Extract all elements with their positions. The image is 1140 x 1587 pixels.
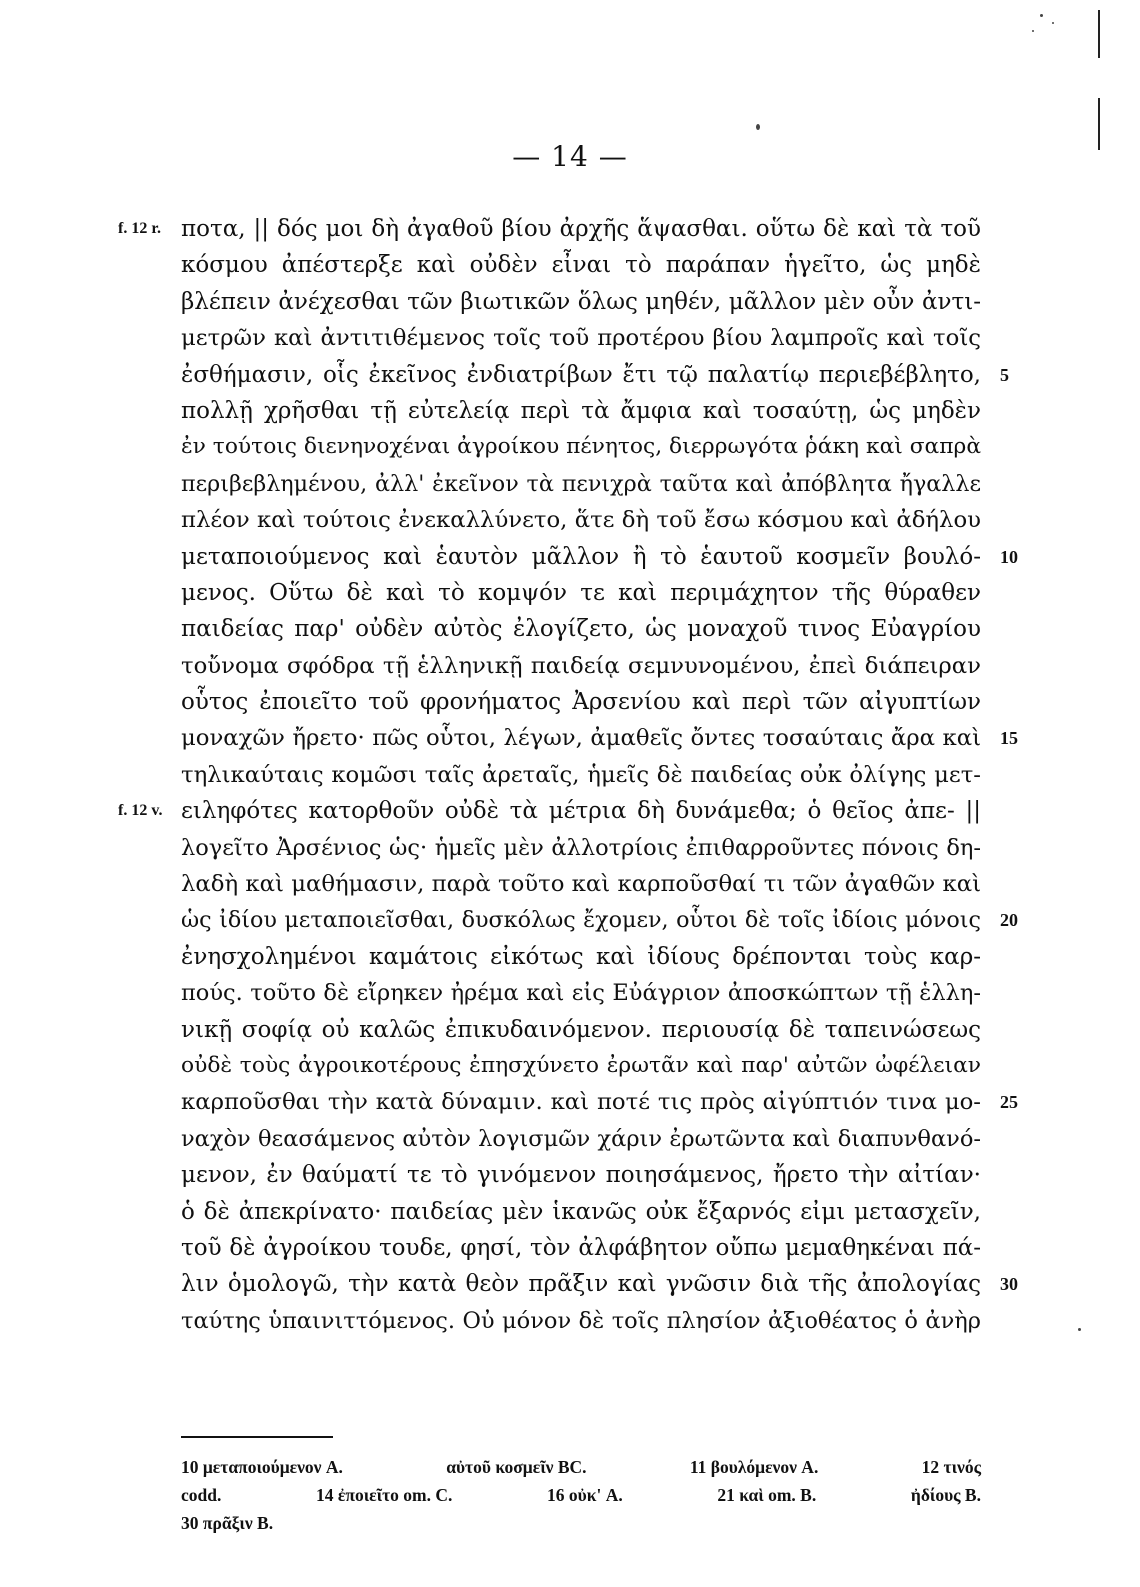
text-line — [0, 466, 1140, 502]
text-line — [0, 830, 1140, 866]
line-text: βλέπειν ἀνέχεσθαι τῶν βιωτικῶν ὅλως μηθέν, μᾶλλον μὲν οὖν ἀντι- — [181, 288, 981, 315]
text-line — [0, 575, 1140, 611]
footnote-line — [181, 1453, 981, 1481]
line-text: πούς. τοῦτο δὲ εἴρηκεν ἠρέμα καὶ εἰς Εὐάγριον ἀποσκώπτων τῇ ἑλλη- — [181, 980, 981, 1007]
footnote-line — [181, 1481, 981, 1509]
text-line — [0, 902, 1140, 938]
line-text: πολλῇ χρῆσθαι τῇ εὐτελείᾳ περὶ τὰ ἄμφια καὶ τοσαύτῃ, ὡς μηδὲν — [181, 397, 981, 424]
text-line — [0, 1084, 1140, 1120]
footnote-entry: 11 βουλόμενον A. — [689, 1457, 819, 1477]
scan-speck — [1032, 30, 1034, 32]
line-text: πλέον καὶ τούτοις ἐνεκαλλύνετο, ἅτε δὴ τοῦ ἔσω κόσμου καὶ ἀδήλου — [181, 507, 981, 534]
line-text: τοὔνομα σφόδρα τῇ ἑλληνικῇ παιδείᾳ σεμνυνομένου, ἐπεὶ διάπειραν — [181, 652, 981, 679]
footnote-entry: 12 τινός — [921, 1457, 981, 1477]
line-text: κόσμου ἀπέστερξε καὶ οὐδὲν εἶναι τὸ παράπαν ἡγεῖτο, ὡς μηδὲ — [181, 252, 981, 279]
line-number: 30 — [1000, 1274, 1018, 1295]
footnote-entry: 16 οὐκ' A. — [547, 1485, 623, 1505]
scan-speck — [756, 124, 760, 130]
footnote-entry: 30 πρᾶξιν B. — [181, 1513, 274, 1533]
line-text: παιδείας παρ' οὐδὲν αὐτὸς ἐλογίζετο, ὡς μοναχοῦ τινος Εὐαγρίου — [181, 616, 981, 643]
text-line — [0, 247, 1140, 283]
line-text: μοναχῶν ἤρετο· πῶς οὗτοι, λέγων, ἀμαθεῖς ὄντες τοσαύταις ἄρα καὶ — [181, 725, 981, 752]
line-text: περιβεβλημένου, ἀλλ' ἐκεῖνον τὰ πενιχρὰ ταῦτα καὶ ἀπόβλητα ἤγαλλε — [181, 470, 981, 497]
text-line — [0, 357, 1140, 393]
text-line — [0, 757, 1140, 793]
text-line — [0, 1121, 1140, 1157]
folio-marker: f. 12 r. — [118, 220, 161, 237]
text-line — [0, 939, 1140, 975]
text-line — [0, 1230, 1140, 1266]
text-line — [0, 320, 1140, 356]
line-text: λογεῖτο Ἀρσένιος ὡς· ἡμεῖς μὲν ἀλλοτρίοις ἐπιθαρροῦντες πόνοις δη- — [181, 834, 981, 861]
text-line — [0, 429, 1140, 465]
line-text: μενον, ἐν θαύματί τε τὸ γινόμενον ποιησάμενος, ἤρετο τὴν αἰτίαν· — [181, 1162, 981, 1189]
text-line — [0, 611, 1140, 647]
text-line — [0, 648, 1140, 684]
scan-edge-mark-top — [1098, 10, 1100, 58]
line-text: ναχὸν θεασάμενος αὐτὸν λογισμῶν χάριν ἐρωτῶντα καὶ διαπυνθανό- — [181, 1125, 981, 1152]
line-text: λαδὴ καὶ μαθήμασιν, παρὰ τοῦτο καὶ καρποῦσθαί τι τῶν ἀγαθῶν καὶ — [181, 871, 981, 898]
line-text: οὗτος ἐποιεῖτο τοῦ φρονήματος Ἀρσενίου καὶ περὶ τῶν αἰγυπτίων — [181, 689, 981, 716]
line-text: μενος. Οὕτω δὲ καὶ τὸ κομψόν τε καὶ περιμάχητον τῆς θύραθεν — [181, 579, 981, 606]
scan-speck — [1052, 22, 1054, 24]
text-line — [0, 539, 1140, 575]
footnote-entry: codd. — [181, 1485, 222, 1505]
footnote-entry: ἠδίους B. — [910, 1485, 981, 1505]
text-line — [0, 1012, 1140, 1048]
text-line — [0, 1266, 1140, 1302]
text-line — [0, 284, 1140, 320]
line-number: 10 — [1000, 546, 1018, 567]
scan-edge-mark-middle — [1098, 98, 1100, 150]
line-number: 15 — [1000, 728, 1018, 749]
text-line — [0, 720, 1140, 756]
text-line — [0, 211, 1140, 247]
text-line — [0, 793, 1140, 829]
line-text: μεταποιούμενος καὶ ἑαυτὸν μᾶλλον ἢ τὸ ἑαυτοῦ κοσμεῖν βουλό- — [181, 543, 981, 570]
folio-marker: f. 12 v. — [118, 802, 163, 820]
text-line — [0, 1048, 1140, 1084]
footnote-entry: 14 ἐποιεῖτο om. C. — [316, 1485, 453, 1505]
text-line — [0, 502, 1140, 538]
line-text: νικῇ σοφίᾳ οὐ καλῶς ἐπικυδαινόμενον. περιουσίᾳ δὲ ταπεινώσεως — [181, 1016, 981, 1043]
line-number: 5 — [1000, 364, 1009, 385]
text-line — [0, 866, 1140, 902]
scan-speck — [1078, 1328, 1081, 1331]
text-line — [0, 975, 1140, 1011]
text-line — [0, 1303, 1140, 1339]
line-text: ἐνησχολημένοι καμάτοις εἰκότως καὶ ἰδίους δρέπονται τοὺς καρ- — [181, 943, 981, 970]
page-number: — 14 — — [512, 140, 628, 173]
line-number: 25 — [1000, 1092, 1018, 1113]
footnote-line — [181, 1509, 981, 1537]
text-line — [0, 393, 1140, 429]
text-line — [0, 1194, 1140, 1230]
line-text: καρποῦσθαι τὴν κατὰ δύναμιν. καὶ ποτέ τις πρὸς αἰγύπτιόν τινα μο- — [181, 1089, 981, 1116]
line-text: τηλικαύταις κομῶσι ταῖς ἀρεταῖς, ἡμεῖς δὲ παιδείας οὐκ ὀλίγης μετ- — [181, 761, 981, 788]
line-text: ἐσθήμασιν, οἷς ἐκεῖνος ἐνδιατρίβων ἔτι τῷ παλατίῳ περιεβέβλητο, — [181, 361, 981, 388]
line-text: μετρῶν καὶ ἀντιτιθέμενος τοῖς τοῦ προτέρου βίου λαμπροῖς καὶ τοῖς — [181, 325, 981, 352]
line-number: 20 — [1000, 910, 1018, 931]
line-text: ὁ δὲ ἀπεκρίνατο· παιδείας μὲν ἱκανῶς οὐκ ἔξαρνός εἰμι μετασχεῖν, — [181, 1198, 981, 1225]
line-text: λιν ὁμολογῶ, τὴν κατὰ θεὸν πρᾶξιν καὶ γνῶσιν διὰ τῆς ἀπολογίας — [181, 1271, 981, 1298]
scan-speck — [1040, 14, 1043, 17]
line-text: τοῦ δὲ ἀγροίκου τουδε, φησί, τὸν ἀλφάβητον οὔπω μεμαθηκέναι πά- — [181, 1234, 981, 1261]
text-line — [0, 684, 1140, 720]
line-text: ὡς ἰδίου μεταποιεῖσθαι, δυσκόλως ἔχομεν, οὗτοι δὲ τοῖς ἰδίοις μόνοις — [181, 907, 981, 934]
footnote-entry: 21 καὶ om. B. — [717, 1485, 817, 1505]
footnotes — [181, 1453, 981, 1537]
footnote-entry: αὐτοῦ κοσμεῖν BC. — [446, 1457, 587, 1477]
main-text — [0, 211, 1140, 1339]
line-text: ειληφότες κατορθοῦν οὐδὲ τὰ μέτρια δὴ δυνάμεθα; ὁ θεῖος ἀπε- || — [181, 798, 981, 825]
footnote-divider — [181, 1436, 333, 1438]
line-text: ταύτης ὑπαινιττόμενος. Οὐ μόνον δὲ τοῖς πλησίον ἀξιοθέατος ὁ ἀνὴρ — [181, 1307, 981, 1334]
footnote-entry: 10 μεταποιούμενον A. — [181, 1457, 343, 1477]
line-text: ποτα, || δός μοι δὴ ἀγαθοῦ βίου ἀρχῆς ἅψασθαι. οὕτω δὲ καὶ τὰ τοῦ — [181, 216, 981, 242]
line-text: ἐν τούτοις διενηνοχέναι ἀγροίκου πένητος, διερρωγότα ῥάκη καὶ σαπρὰ — [181, 434, 982, 460]
text-line — [0, 1157, 1140, 1193]
line-text: οὐδὲ τοὺς ἀγροικοτέρους ἐπησχύνετο ἐρωτᾶν καὶ παρ' αὐτῶν ὠφέλειαν — [181, 1052, 981, 1078]
